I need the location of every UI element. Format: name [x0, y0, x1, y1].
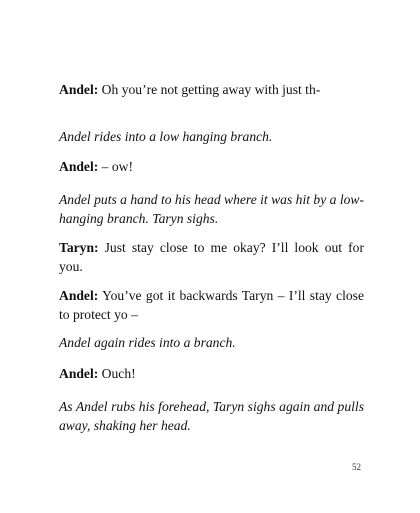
dialogue-text: – ow! [98, 159, 134, 174]
dialogue-block [59, 238, 364, 276]
dialogue-text: Ouch! [98, 366, 136, 381]
speaker-name: Taryn: [59, 240, 99, 255]
speaker-name: Andel: [59, 366, 99, 381]
stage-direction: Andel again rides into a branch. [59, 335, 236, 350]
dialogue-text: Oh you’re not getting away with just th- [98, 82, 321, 97]
dialogue-text: Just stay close to me okay? I’ll look out for you. [59, 240, 364, 274]
stage-direction: Andel puts a hand to his head where it was hit by a low-hanging branch. Taryn sighs. [59, 192, 364, 226]
page-number: 52 [352, 462, 361, 472]
speaker-name: Andel: [59, 82, 99, 97]
stage-direction: As Andel rubs his forehead, Taryn sighs again and pulls away, shaking her head. [59, 399, 364, 433]
dialogue-block [59, 157, 364, 176]
stage-direction: Andel rides into a low hanging branch. [59, 129, 273, 144]
speaker-name: Andel: [59, 159, 99, 174]
dialogue-block [59, 286, 364, 324]
dialogue-block [59, 80, 364, 99]
dialogue-block [59, 364, 364, 383]
dialogue-text: You’ve got it backwards Taryn – I’ll stay close to protect yo – [59, 288, 364, 322]
speaker-name: Andel: [59, 288, 99, 303]
